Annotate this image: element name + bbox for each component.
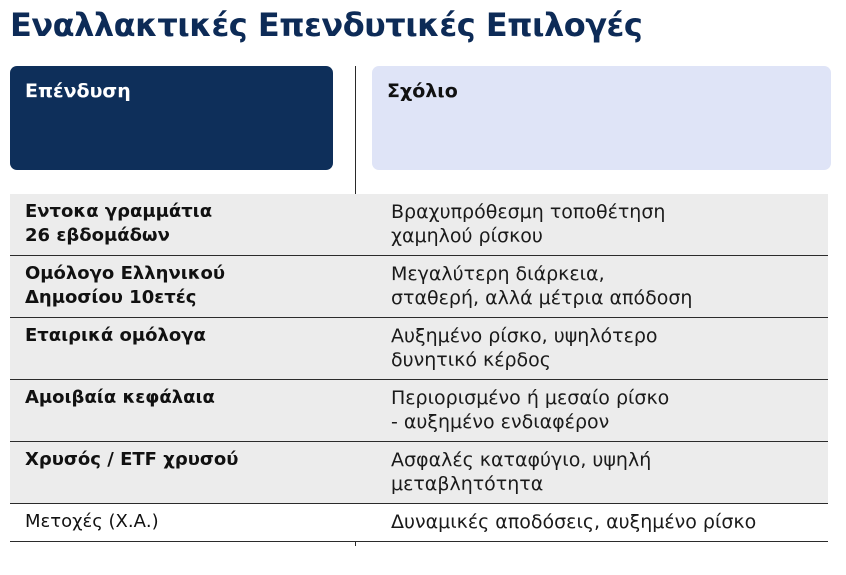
comment-cell xyxy=(391,386,821,434)
comment-text: Περιορισμένο ή μεσαίο ρίσκο xyxy=(391,387,670,409)
investment-text: Μετοχές (Χ.Α.) xyxy=(25,511,159,532)
investment-cell xyxy=(25,200,345,248)
comment-cell xyxy=(391,200,821,248)
comment-text: Αυξημένο ρίσκο, υψηλότερο xyxy=(391,325,658,347)
table-row xyxy=(10,194,828,256)
comment-text: Βραχυπρόθεσμη τοποθέτηση xyxy=(391,201,666,223)
header-investment-label: Επένδυση xyxy=(25,80,131,102)
comment-text: δυνητικό κέρδος xyxy=(391,349,551,371)
investment-text: Εντοκα γραμμάτια xyxy=(25,201,213,222)
comment-text: Μεγαλύτερη διάρκεια, xyxy=(391,263,605,285)
table-row xyxy=(10,318,828,380)
investment-text: 26 εβδομάδων xyxy=(25,225,170,246)
comment-cell xyxy=(391,262,821,310)
comment-text: σταθερή, αλλά μέτρια απόδοση xyxy=(391,287,693,309)
comment-cell xyxy=(391,448,821,496)
table-row xyxy=(10,442,828,504)
investment-cell xyxy=(25,510,345,534)
header-comment xyxy=(372,66,831,170)
table-row xyxy=(10,256,828,318)
table-row xyxy=(10,380,828,442)
header-comment-label: Σχόλιο xyxy=(387,80,458,102)
investment-text: Χρυσός / ETF χρυσού xyxy=(25,449,239,470)
comment-text: Δυναμικές αποδόσεις, αυξημένο ρίσκο xyxy=(391,511,757,533)
table-row xyxy=(10,504,828,542)
investment-table xyxy=(10,194,828,542)
comment-text: χαμηλού ρίσκου xyxy=(391,225,543,247)
comment-text: - αυξημένο ενδιαφέρον xyxy=(391,411,610,433)
comment-cell xyxy=(391,324,821,372)
page-title: Εναλλακτικές Επενδυτικές Επιλογές xyxy=(10,6,643,44)
investment-cell xyxy=(25,386,345,410)
investment-text: Εταιρικά ομόλογα xyxy=(25,325,206,346)
investment-text: Δημοσίου 10ετές xyxy=(25,287,197,308)
investment-text: Αμοιβαία κεφάλαια xyxy=(25,387,215,408)
investment-cell xyxy=(25,324,345,348)
comment-cell xyxy=(391,510,821,534)
header-investment xyxy=(10,66,333,170)
comment-text: μεταβλητότητα xyxy=(391,473,544,495)
investment-cell xyxy=(25,262,345,310)
comment-text: Ασφαλές καταφύγιο, υψηλή xyxy=(391,449,652,471)
investment-text: Ομόλογο Ελληνικού xyxy=(25,263,226,284)
investment-cell xyxy=(25,448,345,472)
